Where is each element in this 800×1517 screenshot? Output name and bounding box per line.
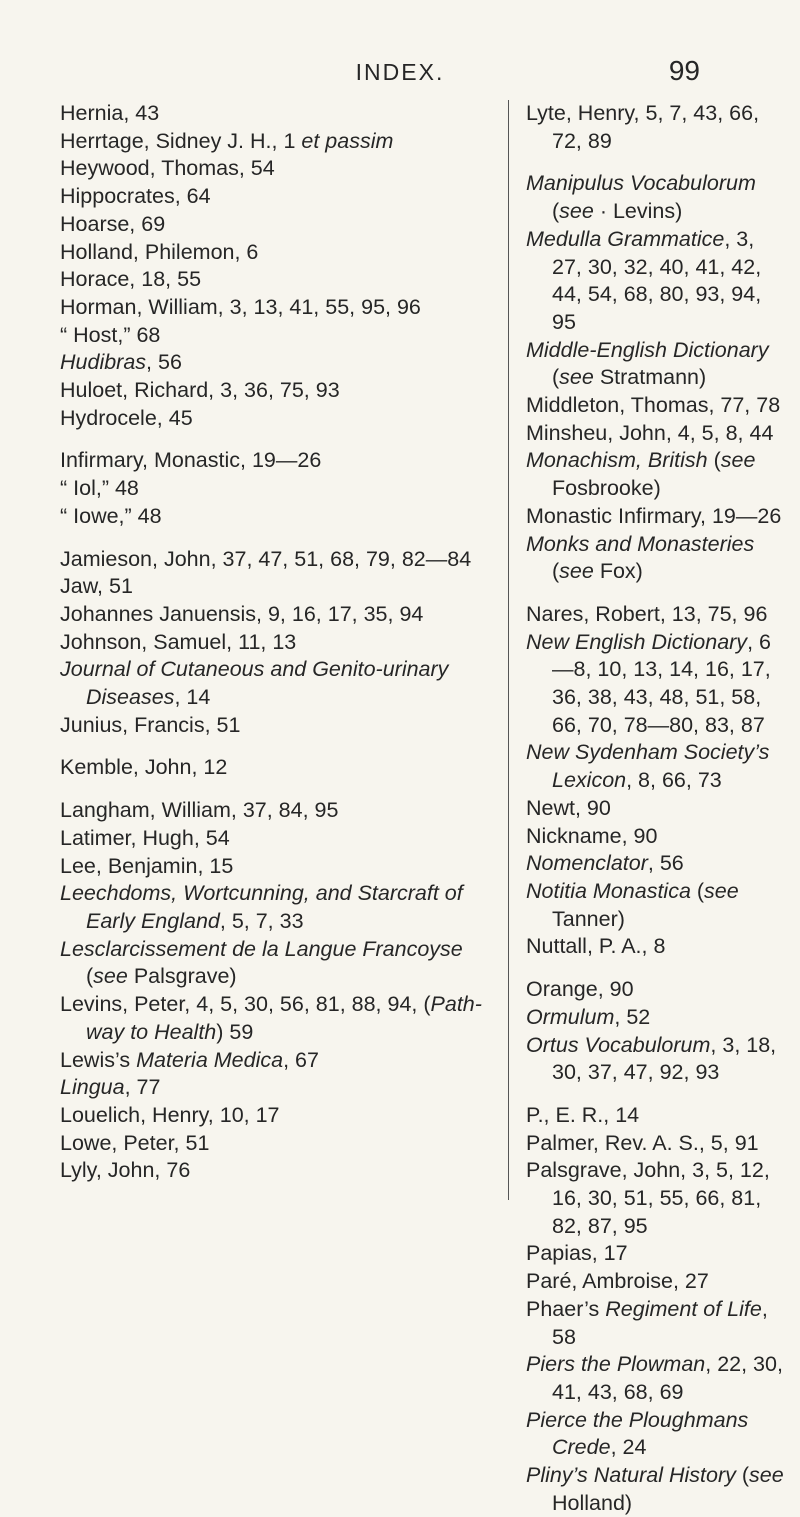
italic-text: see [749,1463,784,1488]
index-entry [526,531,788,586]
index-entry [526,392,788,420]
index-entry [60,377,490,405]
index-entry [60,1130,490,1158]
index-entry [526,420,788,448]
index-entry [526,1157,788,1240]
index-entry [60,629,490,657]
index-entry [60,825,490,853]
entry-text: Holland, Philemon, 6 [60,239,259,264]
italic-text: Pliny’s Natural History [526,1463,736,1488]
entry-text: , 67 [283,1047,319,1072]
entry-text: ( [552,559,560,584]
entry-text: ( [552,199,560,224]
italic-text: Monachism, British [526,448,708,473]
entry-text: , 58 [552,1296,768,1349]
italic-text: Nomenclator [526,851,648,876]
index-entry [60,266,490,294]
index-entry [526,1296,788,1351]
index-entry [526,503,788,531]
italic-text: Pierce the Ploughmans Crede [526,1407,749,1460]
entry-text: Hydrocele, 45 [60,405,193,430]
entry-text: Heywood, Thomas, 54 [60,156,275,181]
entry-text: Huloet, Richard, 3, 36, 75, 93 [60,378,340,403]
index-entry [526,933,788,961]
italic-text: Monks and Monasteries [526,531,755,556]
entry-text: Langham, William, 37, 84, 95 [60,798,339,823]
index-entry [60,294,490,322]
italic-text: Manipulus Vocabulorum [526,171,756,196]
entry-text: ( [690,878,705,903]
index-entry [526,976,788,1004]
entry-text: Nuttall, P. A., 8 [526,934,666,959]
entry-text: Middleton, Thomas, 77, 78 [526,393,781,418]
index-entry [526,629,788,740]
italic-text: see [559,559,594,584]
entry-text: “ Iowe,” 48 [60,503,162,528]
italic-text: Leechdoms, Wortcunning, and Starcraft of Early England [60,881,463,933]
index-entry [526,823,788,851]
entry-text: Jaw, 51 [60,574,133,599]
entry-text: , 14 [174,685,211,710]
entry-text: Horman, William, 3, 13, 41, 55, 95, 96 [60,294,421,319]
index-entry [526,1130,788,1158]
italic-text: Regiment of Life [605,1296,762,1321]
entry-text: Hernia, 43 [60,101,160,125]
entry-text: Stratmann) [593,365,707,390]
index-entry [60,754,490,782]
index-entry [60,991,490,1046]
entry-text: , 56 [647,851,684,876]
index-entry [526,1462,788,1517]
entry-text: Tanner) [552,906,625,931]
page-heading: INDEX. [355,59,445,85]
index-entry [60,405,490,433]
entry-text: Lyte, Henry, 5, 7, 43, 66, 72, 89 [526,101,760,153]
italic-text: Lingua [60,1075,125,1100]
index-entry [60,100,490,128]
column-rule [508,100,509,1200]
italic-text: see [720,448,756,473]
entry-text: , 8, 66, 73 [626,768,722,793]
italic-text: see [559,199,594,224]
index-column-right [526,100,788,1517]
italic-text: Path-way to Health [86,992,482,1044]
entry-text: , 3, 18, 30, 37, 47, 92, 93 [552,1032,777,1085]
entry-text: “ Host,” 68 [60,322,161,347]
index-entry [60,601,490,629]
italic-text: New Sydenham Society’s Lexicon [526,740,770,793]
entry-text: Orange, 90 [526,977,634,1002]
italic-text: Notitia Monastica [526,878,691,903]
index-entry [60,211,490,239]
running-head [0,55,800,105]
italic-text: see [559,365,594,390]
page-number: 99 [668,55,700,86]
italic-text: Lesclarcissement de la Langue Francoyse [60,936,463,961]
italic-text: Ormulum [526,1004,615,1029]
entry-text: ) 59 [216,1019,254,1044]
entry-text: “ Iol,” 48 [60,476,139,501]
entry-text: Infirmary, Monastic, 19—26 [60,448,322,473]
entry-text: Kemble, John, 12 [60,755,228,780]
index-entry [60,573,490,601]
entry-text: Nickname, 90 [526,823,658,848]
entry-text: Lewis’s [60,1047,137,1072]
italic-text: see [93,964,128,989]
entry-text: ( [552,365,560,390]
entry-text: , 77 [124,1075,161,1100]
entry-text: Hippocrates, 64 [60,184,211,209]
entry-text: Minsheu, John, 4, 5, 8, 44 [526,420,774,445]
index-column-left [60,100,490,1185]
entry-text: , 56 [146,350,182,375]
entry-text: Nares, Robert, 13, 75, 96 [526,601,768,626]
entry-text: Johnson, Samuel, 11, 13 [60,629,297,654]
index-entry [60,183,490,211]
entry-text: Louelich, Henry, 10, 17 [60,1102,280,1127]
entry-text: Lowe, Peter, 51 [60,1130,210,1155]
index-entry [60,1157,490,1185]
entry-text: Horace, 18, 55 [60,267,202,292]
index-entry [526,1407,788,1462]
italic-text: Middle-English Dictionary [526,337,769,362]
index-entry [526,601,788,629]
index-entry [60,656,490,711]
entry-text: , 22, 30, 41, 43, 68, 69 [552,1352,783,1404]
entry-text: Latimer, Hugh, 54 [60,825,230,850]
entry-text: Lee, Benjamin, 15 [60,853,234,878]
italic-text: Ortus Vocabulorum [526,1032,711,1057]
entry-text: Palmer, Rev. A. S., 5, 91 [526,1130,759,1155]
entry-text: Palsgrave) [127,964,237,989]
entry-text: Phaer’s [526,1296,606,1321]
entry-text: P., E. R., 14 [526,1102,640,1127]
index-entry [526,878,788,933]
entry-text: , 5, 7, 33 [219,908,304,933]
index-entry [526,1268,788,1296]
italic-text: New English Dictionary [526,629,748,654]
index-entry [526,1004,788,1032]
entry-text: Johannes Januensis, 9, 16, 17, 35, 94 [60,601,424,626]
italic-text: Materia Medica [136,1047,284,1072]
index-entry [526,337,788,392]
entry-text: ( [707,448,721,473]
entry-text: Herrtage, Sidney J. H., 1 [60,128,302,153]
index-entry [526,447,788,502]
entry-text: , 6—8, 10, 13, 14, 16, 17, 36, 38, 43, 48, 51, 58, 66, 70, 78—80, 83, 87 [552,629,771,737]
index-entry [60,712,490,740]
index-entry [526,226,788,337]
entry-text: ( [86,964,94,989]
index-entry [526,850,788,878]
index-entry [60,503,490,531]
italic-text: Medulla Grammatice [526,226,725,251]
entry-text: Lyly, John, 76 [60,1158,191,1183]
entry-text: Papias, 17 [526,1241,628,1266]
index-entry [60,239,490,267]
italic-text: Journal of Cutaneous and Genito-urinary Diseases [60,657,449,710]
entry-text: Jamieson, John, 37, 47, 51, 68, 79, 82—84 [60,546,472,571]
index-entry [60,322,490,350]
index-entry [526,739,788,794]
index-entry [60,936,490,991]
entry-text: Levins, Peter, 4, 5, 30, 56, 81, 88, 94, ( [60,992,431,1017]
index-entry [60,155,490,183]
italic-text: Hudibras [60,350,147,375]
entry-text: , 52 [614,1004,651,1029]
entry-text: Fosbrooke) [552,476,661,501]
entry-text: Holland) [552,1490,633,1515]
entry-text: , 24 [610,1435,647,1460]
entry-text: , 3, 27, 30, 32, 40, 41, 42, 44, 54, 68, 80, 93, 94, 95 [552,226,762,334]
entry-text: Newt, 90 [526,795,611,820]
entry-text: Paré, Ambroise, 27 [526,1269,709,1294]
index-entry [60,1102,490,1130]
index-entry [526,1102,788,1130]
index-entry [60,349,490,377]
entry-text: Palsgrave, John, 3, 5, 12, 16, 30, 51, 55, 66, 81, 82, 87, 95 [526,1158,770,1238]
entry-text: Junius, Francis, 51 [60,712,241,737]
index-entry [526,1351,788,1406]
entry-text: Fox) [593,559,643,584]
index-entry [526,170,788,225]
index-entry [60,1074,490,1102]
entry-text: · Levins) [593,199,683,224]
italic-text: Piers the Plowman [526,1352,706,1377]
index-entry [526,1240,788,1268]
index-entry [60,853,490,881]
index-entry [60,475,490,503]
index-entry [60,128,490,156]
italic-text: see [704,878,739,903]
entry-text: Hoarse, 69 [60,211,166,236]
italic-text: et passim [301,128,394,153]
entry-text: ( [735,1463,750,1488]
index-entry [60,447,490,475]
index-entry [526,100,788,155]
index-entry [60,880,490,935]
index-entry [526,1032,788,1087]
index-entry [60,1047,490,1075]
index-entry [526,795,788,823]
index-entry [60,546,490,574]
entry-text: Monastic Infirmary, 19—26 [526,503,782,528]
index-entry [60,797,490,825]
